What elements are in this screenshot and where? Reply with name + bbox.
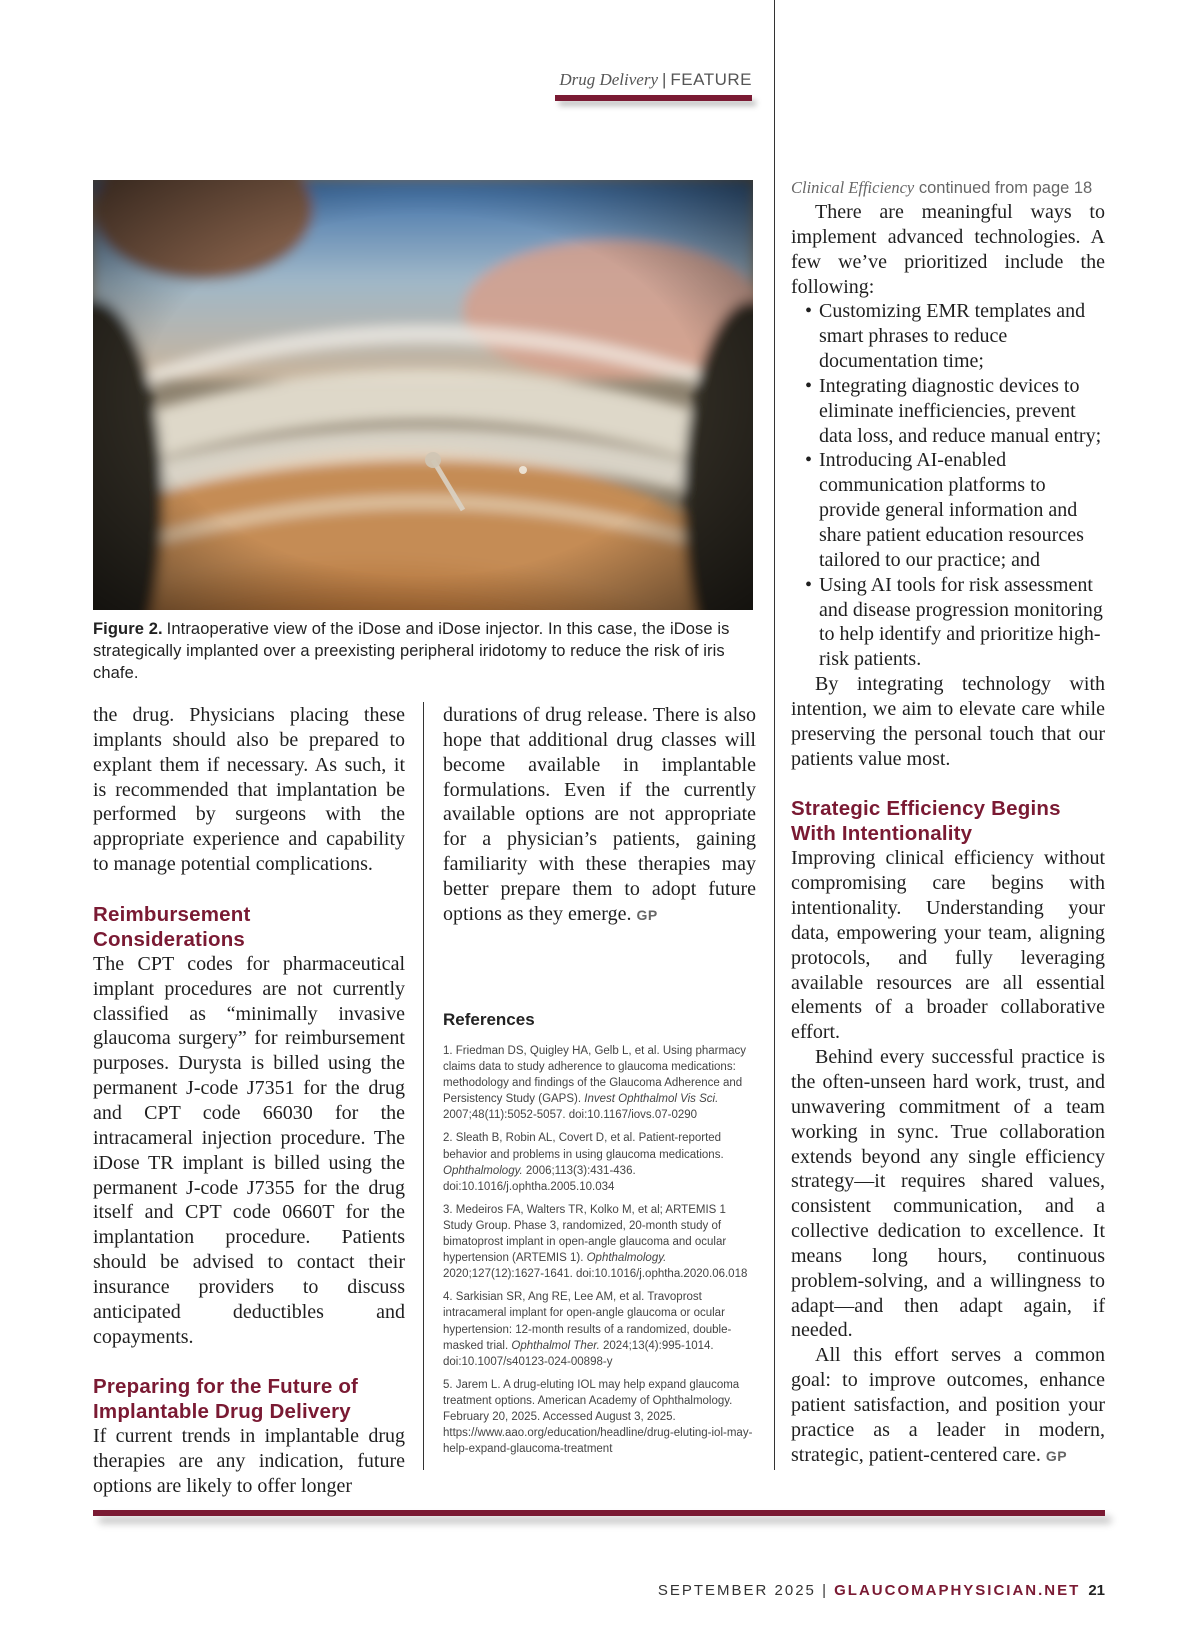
- reference-item: [443, 1377, 756, 1457]
- references-list: [443, 1043, 756, 1457]
- paragraph: the drug. Physicians placing these implants should also be prepared to explant them if necessary. As such, it is recommended that implantation be performed by surgeons with the appropriate experience and capability to manage potential complications.: [93, 704, 405, 876]
- end-mark: GP: [1045, 1447, 1068, 1464]
- bullet-item: • Customizing EMR templates and smart phrases to reduce documentation time;: [819, 299, 1105, 374]
- section-heading: Strategic Efficiency Begins With Intentionality: [791, 797, 1061, 846]
- surgical-photo-illustration: [93, 180, 753, 610]
- page-footer: [658, 1582, 1105, 1599]
- reference-journal: Invest Ophthalmol Vis Sci.: [584, 1093, 719, 1106]
- column-middle: [443, 703, 756, 928]
- reference-citation: 2007;48(11):5052-5057. doi:10.1167/iovs.07-0290: [443, 1109, 698, 1122]
- footer-separator: |: [822, 1582, 828, 1599]
- section-heading: Preparing for the Future of Implantable Drug Delivery: [93, 1375, 359, 1424]
- paragraph: Behind every successful practice is the often-unseen hard work, trust, and unwavering commitment of a team working in sync. True collaboration extends beyond any single efficiency strategy—it requires shared values, consistent communication, and a collective dedication to excellence. It means long hours, continuous problem-solving, and a willingness to adapt—and then adapt again, if needed.: [791, 1046, 1105, 1342]
- reference-citation: 2024;13(4):995-1014. doi:10.1007/s40123-024-00898-y: [443, 1339, 714, 1368]
- column-right: [791, 176, 1105, 1469]
- surgical-photo: [93, 180, 753, 610]
- reference-text: 4. Sarkisian SR, Ang RE, Lee AM, et al. Travoprost intracameral implant for open-angle glaucoma or ocular hypertension: 12-month results of a randomized, double-masked trial.: [443, 1291, 732, 1352]
- bullet-item: • Using AI tools for risk assessment and disease progression monitoring to help identify and prioritize high-risk patients.: [819, 573, 1105, 672]
- continuation-line: [791, 176, 1105, 200]
- reference-item: [443, 1043, 756, 1123]
- header-separator: |: [662, 70, 667, 89]
- continuation-title: Clinical Efficiency: [791, 178, 915, 197]
- footer-rule: [93, 1510, 1105, 1516]
- figure-label: Figure 2.: [93, 620, 163, 638]
- continuation-text: continued from page 18: [918, 179, 1093, 197]
- references-title: References: [443, 1010, 535, 1029]
- page-number: 21: [1088, 1582, 1105, 1599]
- section-name: Drug Delivery: [559, 70, 658, 89]
- paragraph: There are meaningful ways to implement advanced technologies. A few we’ve prioritized include the following:: [791, 201, 1105, 298]
- header-rule: [555, 95, 752, 101]
- bullet-list: [791, 299, 1105, 672]
- end-mark: GP: [636, 906, 658, 923]
- running-header: [559, 70, 752, 90]
- bullet-item: • Integrating diagnostic devices to eliminate inefficiencies, prevent data loss, and reduce manual entry;: [819, 374, 1105, 449]
- column-divider-inner: [423, 702, 424, 1470]
- paragraph: If current trends in implantable drug therapies are any indication, future options are likely to offer longer: [93, 1425, 405, 1498]
- figure-caption: [93, 618, 753, 684]
- references: [443, 1010, 756, 1464]
- column-left: [93, 703, 405, 1499]
- site-name: GLAUCOMAPHYSICIAN.NET: [834, 1582, 1081, 1599]
- paragraph: [443, 703, 756, 928]
- reference-item: [443, 1202, 756, 1282]
- reference-item: [443, 1130, 756, 1194]
- paragraph: The CPT codes for pharmaceutical implant procedures are not currently classified as “minimally invasive glaucoma surgery” for reimbursement purposes. Durysta is billed using the permanent J-code J7351 for the drug and CPT code 66030 for the intracameral injection procedure. The iDose TR implant is billed using the permanent J-code J7355 for the drug itself and CPT code 0660T for the implantation procedure. Patients should be advised to contact their insurance providers to discuss anticipated deductibles and copayments.: [93, 952, 405, 1348]
- reference-journal: Ophthalmology.: [586, 1252, 667, 1265]
- reference-citation: 2020;127(12):1627-1641. doi:10.1016/j.ophtha.2020.06.018: [443, 1268, 748, 1281]
- paragraph-text: All this effort serves a common goal: to improve outcomes, enhance patient satisfaction, and position your practice as a leader in modern, strategic, patient-centered care.: [791, 1344, 1105, 1466]
- column-divider: [774, 0, 775, 1470]
- paragraph-text: durations of drug release. There is also hope that additional drug classes will become available in implantable formulations. Even if the currently available options are not appropriate for a physician’s patients, gaining familiarity with these therapies may better prepare them to adopt future options as they emerge.: [443, 704, 756, 925]
- reference-item: [443, 1289, 756, 1369]
- reference-text: 3. Medeiros FA, Walters TR, Kolko M, et al; ARTEMIS 1 Study Group. Phase 3, randomized, 20-month study of bimatoprost implant in open-angle glaucoma and ocular hypertension (ARTEMIS 1).: [443, 1203, 727, 1265]
- paragraph: By integrating technology with intention, we aim to elevate care while preserving the personal touch that our patients value most.: [791, 673, 1105, 770]
- reference-text: 2. Sleath B, Robin AL, Covert D, et al. Patient-reported behavior and problems in using glaucoma medications.: [443, 1132, 724, 1161]
- reference-citation: 2006;113(3):431-436. doi:10.1016/j.ophtha.2005.10.034: [443, 1164, 636, 1193]
- section-heading: Reimbursement Considerations: [93, 902, 251, 951]
- header-label: FEATURE: [670, 70, 752, 89]
- paragraph: Improving clinical efficiency without compromising care begins with intentionality. Understanding your data, empowering your team, aligning protocols, and fully leveraging available resources are all essential elements of a broader collaborative effort.: [791, 847, 1105, 1044]
- reference-journal: Ophthalmology.: [443, 1164, 523, 1177]
- reference-journal: Ophthalmol Ther.: [511, 1339, 600, 1352]
- figure-caption-text: Intraoperative view of the iDose and iDose injector. In this case, the iDose is strategically implanted over a preexisting peripheral iridotomy to reduce the risk of iris chafe.: [93, 620, 730, 682]
- reference-text: 1. Friedman DS, Quigley HA, Gelb L, et al. Using pharmacy claims data to study adherence to glaucoma medications: methodology and findings of the Glaucoma Adherence and Persistency Study (GAPS).: [443, 1045, 746, 1106]
- paragraph: [791, 1343, 1105, 1468]
- reference-text: 5. Jarem L. A drug-eluting IOL may help expand glaucoma treatment options. American Academy of Ophthalmology. February 20, 2025. Accessed August 3, 2025. https://www.aao.org/education/headline/drug-eluting-iol-may-help-expand-glaucoma-treatment: [443, 1378, 753, 1456]
- bullet-item: • Introducing AI-enabled communication platforms to provide general information and share patient education resources tailored to our practice; and: [819, 448, 1105, 572]
- issue-date: SEPTEMBER 2025: [657, 1582, 816, 1599]
